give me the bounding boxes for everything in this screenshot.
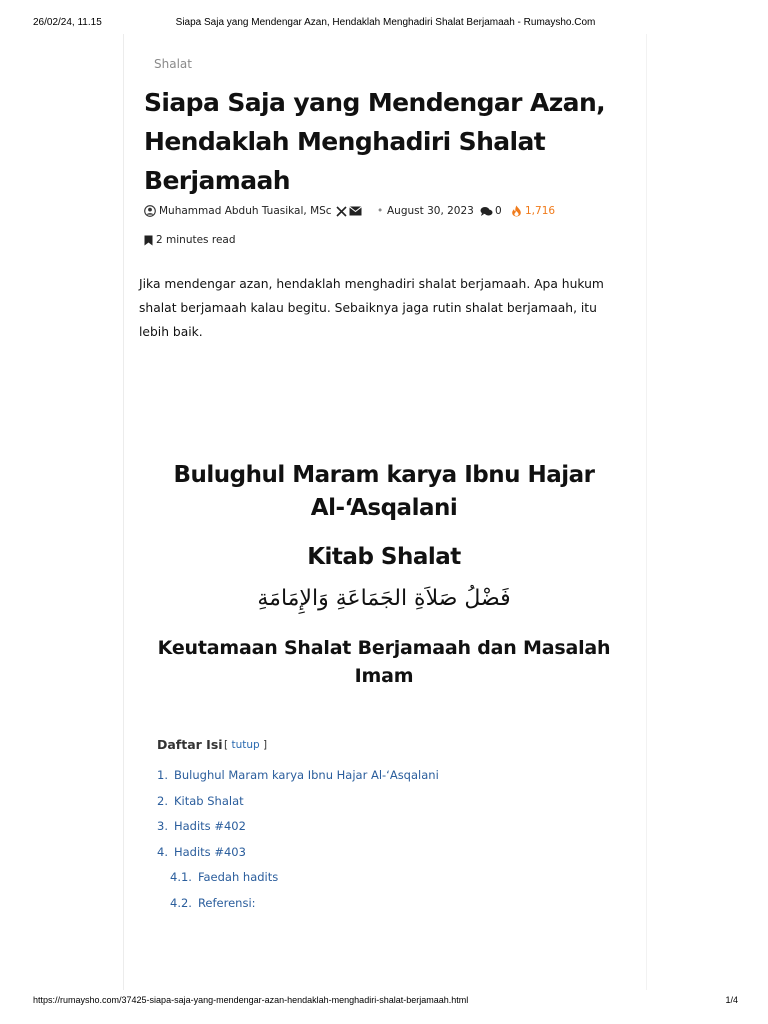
meta-separator: • — [377, 205, 384, 217]
toc-item-number: 4.2. — [170, 896, 192, 910]
article-card — [123, 34, 647, 990]
fire-icon — [511, 205, 522, 217]
toc-item-number: 1. — [157, 768, 168, 782]
toc-item-label: Faedah hadits — [197, 870, 279, 884]
toc-toggle-open-bracket: [ — [224, 739, 229, 751]
print-footer — [33, 995, 738, 1009]
comments-count: 0 — [495, 205, 502, 217]
toc-item-number: 4.1. — [170, 870, 192, 884]
article-title: Siapa Saja yang Mendengar Azan, Hendaklah Menghadiri Shalat Berjamaah — [144, 88, 606, 195]
toc-item-label: Bulughul Maram karya Ibnu Hajar Al-‘Asqalani — [173, 768, 439, 782]
post-date: August 30, 2023 — [387, 205, 474, 217]
author-link[interactable] — [144, 205, 332, 217]
heading-keutamaan: Keutamaan Shalat Berjamaah dan Masalah Imam — [157, 637, 611, 687]
toc-item-label: Hadits #402 — [173, 819, 246, 833]
toc-item-faedah-hadits[interactable] — [170, 870, 278, 884]
toc-item-label: Hadits #403 — [173, 845, 246, 859]
toc-item-number: 2. — [157, 794, 168, 808]
views-counter — [511, 205, 555, 217]
toc-item-label: Referensi: — [197, 896, 256, 910]
toc-item-hadits-403[interactable] — [157, 845, 246, 859]
print-date: 26/02/24, 11.15 — [33, 17, 102, 28]
heading-bulughul-maram: Bulughul Maram karya Ibnu Hajar Al-‘Asqalani — [173, 462, 595, 521]
toc-item-hadits-402[interactable] — [157, 819, 246, 833]
read-time-label: 2 minutes read — [156, 234, 236, 246]
toc-toggle — [224, 739, 267, 751]
comments-icon — [480, 206, 493, 217]
toc-title: Daftar Isi — [157, 737, 223, 752]
print-url: https://rumaysho.com/37425-siapa-saja-yang-mendengar-azan-hendaklah-menghadiri-shalat-berjamaah.html — [33, 995, 469, 1005]
user-icon — [144, 205, 156, 217]
article-excerpt: Jika mendengar azan, hendaklah menghadiri shalat berjamaah. Apa hukum shalat berjamaah kalau begitu. Sebaiknya jaga rutin shalat berjamaah, itu lebih baik. — [139, 277, 604, 339]
toc-item-number: 4. — [157, 845, 168, 859]
page-number: 1/4 — [725, 995, 738, 1005]
heading-kitab-shalat: Kitab Shalat — [307, 544, 461, 570]
bookmark-icon — [144, 235, 153, 246]
toc-toggle-link[interactable]: tutup — [231, 739, 260, 751]
toc-item-bulughul-maram[interactable] — [157, 768, 439, 782]
views-count: 1,716 — [525, 205, 556, 217]
toc-item-label: Kitab Shalat — [173, 794, 244, 808]
toc-item-kitab-shalat[interactable] — [157, 794, 244, 808]
read-time — [144, 234, 236, 246]
envelope-icon[interactable] — [349, 206, 362, 216]
author-name: Muhammad Abduh Tuasikal, MSc — [159, 205, 332, 217]
x-icon[interactable] — [336, 206, 347, 217]
print-header — [33, 17, 738, 31]
comments-link[interactable] — [480, 205, 502, 217]
toc-item-number: 3. — [157, 819, 168, 833]
arabic-heading: فَضْلُ صَلاَةِ الجَمَاعَةِ وَالإِمَامَةِ — [257, 586, 511, 611]
toc-toggle-close-bracket: ] — [263, 739, 268, 751]
toc-item-referensi[interactable] — [170, 896, 256, 910]
category-link[interactable]: Shalat — [154, 57, 192, 71]
print-document-title: Siapa Saja yang Mendengar Azan, Hendaklah Menghadiri Shalat Berjamaah - Rumaysho.Com — [175, 17, 596, 28]
post-meta — [144, 205, 634, 221]
